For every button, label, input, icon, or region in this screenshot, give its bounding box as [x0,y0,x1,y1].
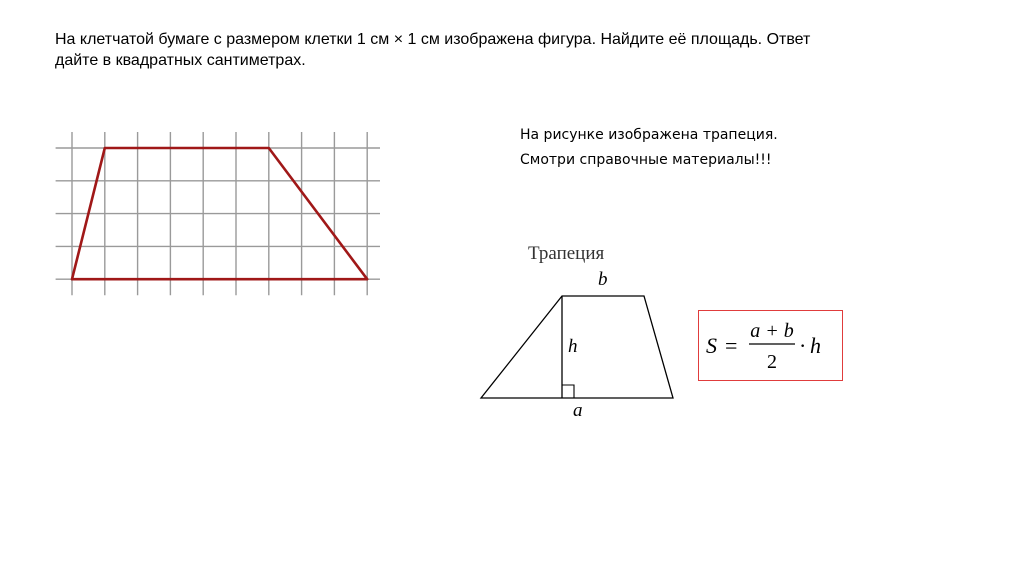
hint-line-1: На рисунке изображена трапеция. [520,127,778,143]
label-b: b [598,269,608,290]
hint-line-2: Смотри справочные материалы!!! [520,152,772,168]
formula-s: S [706,333,717,358]
reference-trapezoid [470,240,690,430]
reference-trapezoid-drawing [470,240,690,425]
formula-denominator: 2 [767,351,777,373]
formula-h: h [810,333,821,358]
formula-times: · [799,333,807,358]
grid-trapezoid-drawing [50,128,380,298]
problem-statement [55,29,985,71]
hint-text [520,123,778,173]
label-h: h [568,336,578,357]
problem-line-1: На клетчатой бумаге с размером клетки 1 см × 1 см изображена фигура. Найдите её площадь. Ответ [55,31,811,48]
formula-equals: = [725,333,738,358]
grid-figure [50,128,380,303]
problem-line-2: дайте в квадратных сантиметрах. [55,52,306,69]
area-formula [699,311,841,379]
formula-numerator: a + b [750,320,794,342]
area-formula-box [698,310,843,381]
reference-title: Трапеция [528,243,605,264]
label-a: a [573,400,583,421]
right-angle-mark [562,385,574,398]
